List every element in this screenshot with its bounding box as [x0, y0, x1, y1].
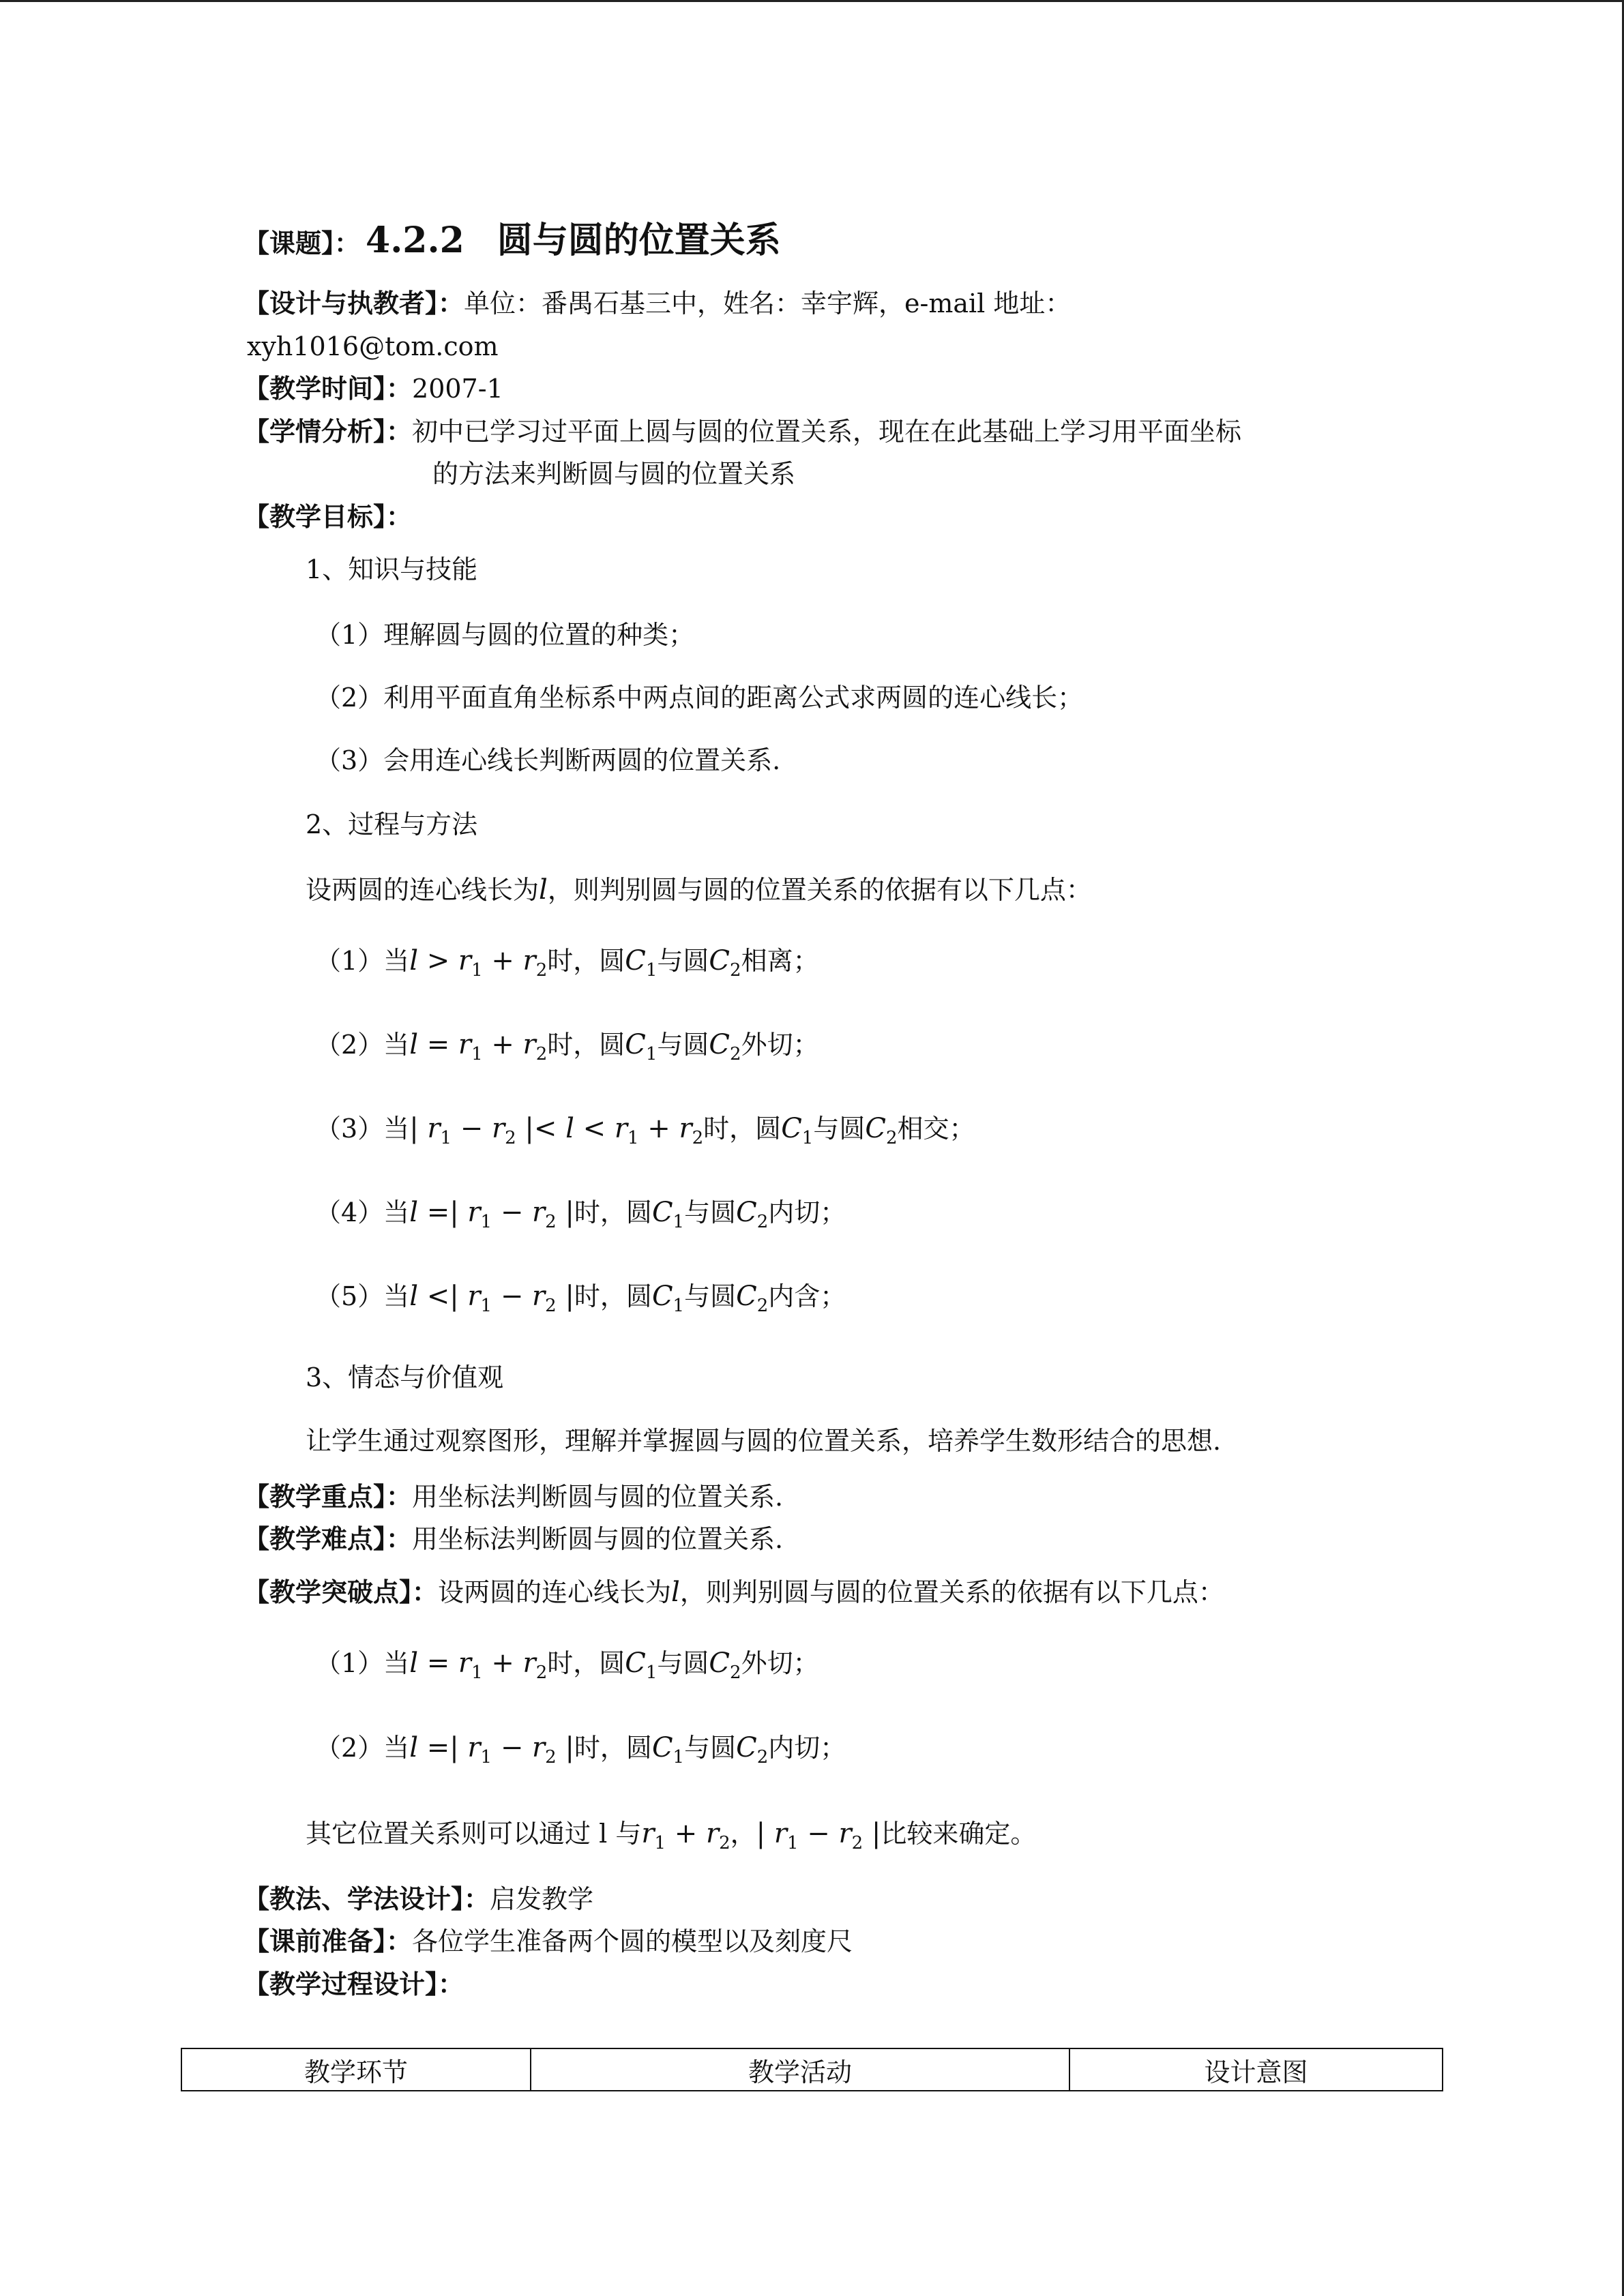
relation-type: 内含；: [768, 1281, 846, 1311]
focus-label: 【教学重点】：: [243, 1481, 413, 1512]
breakthrough-item: [315, 1646, 819, 1690]
relation-item: [315, 1195, 846, 1239]
circle-c2: $C_2$: [736, 1281, 769, 1316]
relation-num: （1）当: [315, 946, 410, 976]
relation-text: 与圆: [813, 1114, 866, 1144]
lesson-title: [243, 217, 781, 267]
time-line: [243, 372, 503, 406]
relation-formula: l =| $r_1 - r_2$ |: [409, 1732, 574, 1768]
time-text: 2007-1: [412, 374, 503, 404]
title-text: 圆与圆的位置关系: [497, 220, 781, 261]
email-line: xyh1016@tom.com: [247, 331, 499, 361]
relation-text: 时，圆: [703, 1114, 782, 1144]
designer-label: 【设计与执教者】：: [243, 288, 464, 318]
goal-1-title: 1、知识与技能: [306, 554, 478, 584]
other-text: 其它位置关系则可以通过 l 与: [306, 1819, 642, 1849]
focus-line: [243, 1480, 783, 1514]
difficulty-line: [243, 1522, 783, 1556]
relation-text: 与圆: [684, 1281, 737, 1311]
var-l: l: [539, 874, 548, 906]
diff-formula: | $r_1 - r_2$ |: [756, 1818, 881, 1853]
breakthrough-text: ，则判别圆与圆的位置关系的依据有以下几点：: [679, 1577, 1224, 1607]
relation-num: （2）当: [315, 1030, 410, 1060]
relation-type: 内切；: [768, 1733, 846, 1763]
circle-c1: $C_1$: [625, 945, 658, 981]
analysis-text-2: 的方法来判断圆与圆的位置关系: [432, 459, 796, 489]
relation-type: 相离；: [741, 946, 819, 976]
other-relations-line: [306, 1817, 1036, 1860]
relation-num: （3）当: [315, 1114, 410, 1144]
goal-2-title: 2、过程与方法: [306, 809, 478, 839]
relation-type: 相交；: [897, 1114, 975, 1144]
method-label: 【教法、学法设计】：: [243, 1883, 490, 1914]
analysis-line: [243, 415, 1241, 449]
prep-line: [243, 1924, 853, 1958]
relation-text: 与圆: [684, 1197, 737, 1227]
relation-text: 时，圆: [547, 946, 625, 976]
relation-formula: $l > r_1 + r_2$: [409, 945, 548, 981]
circle-c1: $C_1$: [651, 1732, 685, 1768]
relation-text: 与圆: [684, 1733, 737, 1763]
circle-c1: $C_1$: [651, 1281, 685, 1316]
table-header-row: [181, 2048, 1443, 2091]
circle-c1: $C_1$: [625, 1029, 658, 1064]
sum-formula: $r_1 + r_2$: [641, 1818, 730, 1853]
intro-text: 设两圆的连心线长为: [306, 875, 540, 905]
analysis-text-1: 初中已学习过平面上圆与圆的位置关系，现在在此基础上学习用平面坐标: [412, 417, 1242, 447]
goal-1-item: （2）利用平面直角坐标系中两点间的距离公式求两圆的连心线长；: [315, 683, 1084, 713]
relation-item: [315, 944, 819, 987]
breakthrough-line: [243, 1575, 1224, 1609]
relation-text: 与圆: [657, 1030, 709, 1060]
relation-num: （1）当: [315, 1648, 410, 1678]
relation-formula: $l = r_1 + r_2$: [409, 1648, 548, 1683]
circle-c2: $C_2$: [736, 1197, 769, 1232]
designer-line: [243, 286, 1071, 320]
relation-item: [315, 1279, 846, 1323]
goals-label: 【教学目标】：: [243, 501, 413, 532]
goal-1-item: （3）会用连心线长判断两圆的位置关系.: [315, 745, 781, 775]
table-header-activity: 教学活动: [531, 2048, 1069, 2091]
table-header-stage: 教学环节: [181, 2048, 531, 2091]
goal-2-intro: [306, 873, 1092, 907]
relation-num: （2）当: [315, 1733, 410, 1763]
relation-text: 时，圆: [574, 1281, 652, 1311]
relation-type: 内切；: [768, 1197, 846, 1227]
difficulty-text: 用坐标法判断圆与圆的位置关系.: [412, 1524, 784, 1554]
relation-formula: | $r_1 - r_2$ |< $l < r_1 + r_2$: [409, 1113, 704, 1148]
relation-type: 外切；: [741, 1030, 819, 1060]
relation-item: [315, 1028, 819, 1071]
breakthrough-item: [315, 1731, 846, 1774]
breakthrough-text: 设两圆的连心线长为: [438, 1577, 672, 1607]
prep-text: 各位学生准备两个圆的模型以及刻度尺: [412, 1926, 853, 1956]
process-table: [181, 2048, 1443, 2091]
method-line: [243, 1882, 593, 1916]
title-label: 【课题】：: [243, 228, 361, 258]
relation-formula: $l = r_1 + r_2$: [409, 1029, 548, 1064]
relation-text: 时，圆: [547, 1030, 625, 1060]
goal-3-text: 让学生通过观察图形，理解并掌握圆与圆的位置关系，培养学生数形结合的思想.: [306, 1426, 1222, 1456]
relation-item: [315, 1112, 975, 1155]
method-text: 启发教学: [490, 1884, 594, 1914]
other-text: ，: [730, 1819, 756, 1849]
circle-c2: $C_2$: [709, 1029, 741, 1064]
circle-c2: $C_2$: [709, 1648, 741, 1683]
page-border-top: [0, 0, 1624, 2]
circle-c1: $C_1$: [625, 1648, 658, 1683]
relation-text: 时，圆: [574, 1197, 652, 1227]
time-label: 【教学时间】：: [243, 373, 413, 404]
difficulty-label: 【教学难点】：: [243, 1523, 413, 1554]
breakthrough-label: 【教学突破点】：: [243, 1577, 439, 1607]
prep-label: 【课前准备】：: [243, 1926, 413, 1956]
circle-c1: $C_1$: [781, 1113, 814, 1148]
circle-c2: $C_2$: [736, 1732, 769, 1768]
var-l: l: [671, 1577, 680, 1608]
other-text: 比较来确定。: [881, 1819, 1037, 1849]
circle-c2: $C_2$: [709, 945, 741, 981]
designer-text: 单位：番禺石基三中，姓名：幸宇辉，e-mail 地址：: [464, 288, 1072, 318]
circle-c2: $C_2$: [865, 1113, 898, 1148]
relation-num: （4）当: [315, 1197, 410, 1227]
relation-text: 时，圆: [547, 1648, 625, 1678]
intro-text: ，则判别圆与圆的位置关系的依据有以下几点：: [547, 875, 1092, 905]
goal-3-title: 3、情态与价值观: [306, 1362, 504, 1392]
relation-type: 外切；: [741, 1648, 819, 1678]
relation-num: （5）当: [315, 1281, 410, 1311]
table-header-intent: 设计意图: [1069, 2048, 1443, 2091]
relation-formula: l <| $r_1 - r_2$ |: [409, 1281, 574, 1316]
relation-text: 与圆: [657, 946, 709, 976]
title-number: 4.2.2: [366, 220, 464, 261]
relation-text: 时，圆: [574, 1733, 652, 1763]
relation-text: 与圆: [657, 1648, 709, 1678]
circle-c1: $C_1$: [651, 1197, 685, 1232]
analysis-label: 【学情分析】：: [243, 416, 413, 447]
relation-formula: l =| $r_1 - r_2$ |: [409, 1197, 574, 1232]
process-label: 【教学过程设计】：: [243, 1969, 464, 1999]
focus-text: 用坐标法判断圆与圆的位置关系.: [412, 1482, 784, 1512]
goal-1-item: （1）理解圆与圆的位置的种类；: [315, 620, 695, 650]
